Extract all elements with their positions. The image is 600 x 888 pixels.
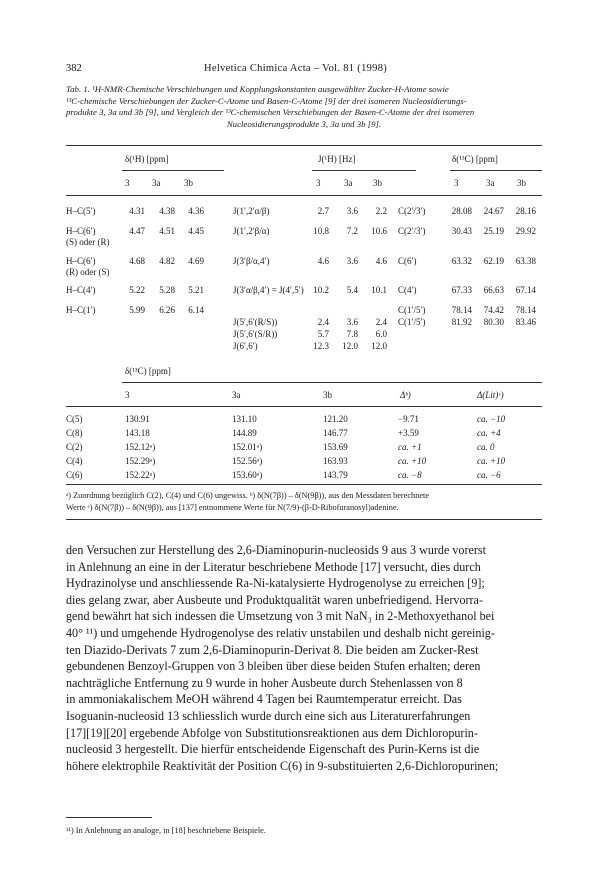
carbon-label: C(2′/3′) bbox=[398, 226, 426, 236]
table-end-rule bbox=[66, 519, 542, 520]
table-caption bbox=[66, 84, 542, 130]
carbon-label: C(1′/5′) bbox=[398, 305, 426, 315]
page-number: 382 bbox=[66, 63, 82, 74]
table-cell: 143.18 bbox=[125, 428, 150, 438]
table-cell: 144.89 bbox=[232, 428, 257, 438]
body-line: den Versuchen zur Herstellung des 2,6-Diaminopurin-nucleosids 9 aus 3 wurde vorerst bbox=[66, 543, 486, 557]
table-cell: 5.21 bbox=[188, 285, 204, 295]
table-cell: 12.0 bbox=[342, 341, 358, 351]
body-line: in Anlehnung an eine in der Literatur beschriebene Methode [17] versucht, dies durch bbox=[66, 559, 481, 574]
row-label: C(4) bbox=[66, 456, 83, 466]
table-cell: 4.51 bbox=[159, 226, 175, 236]
table-cell: 12.3 bbox=[313, 341, 329, 351]
table-header-rule bbox=[66, 195, 542, 196]
table-cell: 74.42 bbox=[483, 305, 504, 315]
table-cell: 83.46 bbox=[515, 317, 536, 327]
table2-header-rule bbox=[66, 406, 542, 407]
table-cell: 29.92 bbox=[515, 226, 536, 236]
table-cell: 2.7 bbox=[317, 206, 329, 216]
column-header: Δ(Lit)ᶜ) bbox=[477, 390, 504, 400]
table-cell: 12.0 bbox=[371, 341, 387, 351]
table-cell: 63.32 bbox=[451, 256, 472, 266]
table-cell: 28.16 bbox=[515, 206, 536, 216]
body-line: nucleosid 3 hergestellt. Die hierfür entscheidende Eigenschaft des Purin-Kerns ist die bbox=[66, 742, 480, 757]
body-line: Isoguanin-nucleosid 13 schliesslich wurde durch eine sich aus Literaturerfahrungen bbox=[66, 708, 471, 723]
table-cell: 146.77 bbox=[323, 428, 348, 438]
table-cell: 2.2 bbox=[375, 206, 387, 216]
journal-header: Helvetica Chimica Acta – Vol. 81 (1998) bbox=[204, 63, 388, 74]
table-cell: 163.93 bbox=[323, 456, 348, 466]
table-cell: ca. 0 bbox=[477, 442, 495, 452]
row-label-sub: (S) oder (R) bbox=[66, 237, 110, 247]
table-cell: 152.01ᵃ) bbox=[232, 442, 263, 452]
carbon-label: C(4′) bbox=[398, 285, 417, 295]
row-label: H–C(1′) bbox=[66, 305, 96, 315]
column-header: 3a bbox=[486, 178, 495, 188]
table-cell: 28.08 bbox=[451, 206, 472, 216]
coupling-label: J(5′,6′(S/R)) bbox=[233, 329, 278, 339]
column-header: 3a bbox=[152, 178, 161, 188]
table-cell: 4.45 bbox=[188, 226, 204, 236]
carbon-label: C(2′/3′) bbox=[398, 206, 426, 216]
body-line: höhere elektrophile Reaktivität der Position C(6) in 9-substituierten 2,6-Dichloropurinen; bbox=[66, 758, 499, 773]
column-header: 3b bbox=[517, 178, 526, 188]
table-cell: 3.6 bbox=[346, 317, 358, 327]
table-cell: 30.43 bbox=[451, 226, 472, 236]
row-label: C(8) bbox=[66, 428, 83, 438]
table-cell: 4.68 bbox=[129, 256, 145, 266]
table-cell: 3.6 bbox=[346, 206, 358, 216]
table-cell: 4.36 bbox=[188, 206, 204, 216]
column-header: 3b bbox=[184, 178, 193, 188]
note-line: ᵃ) Zuordnung bezüglich C(2), C(4) und C(6) ungewiss. ᵇ) δ(N(7β)) – δ(N(9β)), aus den Messdaten berechnete bbox=[66, 491, 430, 500]
table-cell: ca. −6 bbox=[477, 470, 501, 480]
table-cell: ca. −8 bbox=[398, 470, 422, 480]
table-cell: 10.1 bbox=[371, 285, 387, 295]
table-cell: 131.10 bbox=[232, 414, 257, 424]
table-cell: 5.22 bbox=[129, 285, 145, 295]
caption-line: ¹³C-chemische Verschiebungen der Zucker-C-Atome und Basen-C-Atome [9] der drei isomeren Nucleosidierungs- bbox=[66, 95, 467, 106]
table-cell: 153.60ᵃ) bbox=[232, 470, 263, 480]
table-cell: 2.4 bbox=[375, 317, 387, 327]
coupling-label: J(3′α/β,4′) = J(4′,5′) bbox=[233, 285, 304, 295]
table-cell: 78.14 bbox=[515, 305, 536, 315]
row-label: H–C(6′) bbox=[66, 256, 96, 266]
table-cell: 4.38 bbox=[159, 206, 175, 216]
body-line: dies gelang zwar, aber Ausbeute und Produktqualität waren unbefriedigend. Hervorra- bbox=[66, 592, 483, 607]
table-cell: 4.47 bbox=[129, 226, 145, 236]
table-cell: 153.69 bbox=[323, 442, 348, 452]
table-cell: 4.6 bbox=[317, 256, 329, 266]
column-header: 3 bbox=[454, 178, 459, 188]
table-cell: 152.22ᵃ) bbox=[125, 470, 156, 480]
table-cell: −9.71 bbox=[398, 414, 419, 424]
group-header-j: J(¹H) [Hz] bbox=[318, 154, 356, 164]
footnote-rule bbox=[66, 817, 152, 818]
table-cell: 4.31 bbox=[129, 206, 145, 216]
column-header: 3 bbox=[316, 178, 321, 188]
table-cell: 63.38 bbox=[515, 256, 536, 266]
table-cell: 6.0 bbox=[375, 329, 387, 339]
body-line: ten Diazido-Derivats 7 zum 2,6-Diaminopurin-Derivat 8. Die beiden am Zucker-Rest bbox=[66, 642, 479, 657]
coupling-label: J(6′,6′) bbox=[233, 341, 258, 351]
column-header: Δᵇ) bbox=[400, 390, 411, 400]
group-header-h: δ(¹H) [ppm] bbox=[125, 154, 169, 164]
table-cell: 78.14 bbox=[451, 305, 472, 315]
group-header-c: δ(¹³C) [ppm] bbox=[452, 154, 498, 164]
table-cell: +3.59 bbox=[398, 428, 419, 438]
table-cell: 6.14 bbox=[188, 305, 204, 315]
table-cell: 2.4 bbox=[317, 317, 329, 327]
table-cell: 6.26 bbox=[159, 305, 175, 315]
table-cell: 81.92 bbox=[451, 317, 472, 327]
table-cell: 24.67 bbox=[483, 206, 504, 216]
table-cell: 67.33 bbox=[451, 285, 472, 295]
table-cell: 10.6 bbox=[371, 226, 387, 236]
table-cell: ca. +10 bbox=[477, 456, 506, 466]
coupling-label: J(1′,2′α/β) bbox=[233, 206, 270, 216]
table-cell: 143.79 bbox=[323, 470, 348, 480]
table-cell: 67.14 bbox=[515, 285, 536, 295]
body-line: 40° ¹¹) und umgehende Hydrogenolyse des relativ unstabilen und deshalb nicht gereinig- bbox=[66, 625, 495, 640]
body-line: nachträgliche Entfernung zu 9 wurde in hoher Ausbeute durch Stehenlassen von 8 bbox=[66, 675, 463, 690]
table-cell: 4.82 bbox=[159, 256, 175, 266]
row-label-sub: (R) oder (S) bbox=[66, 267, 110, 277]
body-line: [17][19][20] ergebende Abfolge von Substitutionsreaktionen aus dem Dichloropurin- bbox=[66, 725, 478, 740]
sub-rule bbox=[450, 170, 542, 171]
table-footnotes bbox=[66, 490, 542, 513]
row-label: H–C(4′) bbox=[66, 285, 96, 295]
note-line: Werte ᶜ) δ(N(7β)) – δ(N(9β)), aus [137] entnommene Werte für N(7/9)-(β-D-Ribofuranosyl)adenine. bbox=[66, 502, 399, 512]
row-label: C(5) bbox=[66, 414, 83, 424]
table-cell: 66.63 bbox=[483, 285, 504, 295]
row-label: H–C(6′) bbox=[66, 226, 96, 236]
table-cell: 80.30 bbox=[483, 317, 504, 327]
table-cell: 7.8 bbox=[346, 329, 358, 339]
caption-line: produkte 3, 3a und 3b [9], und Vergleich der ¹³C-chemischen Verschiebungen der Basen-C-Atome der drei isomeren bbox=[66, 107, 475, 118]
table-cell: 5.99 bbox=[129, 305, 145, 315]
table-cell: 4.6 bbox=[375, 256, 387, 266]
footnote: ¹¹) In Anlehnung an analoge, in [18] beschriebene Beispiele. bbox=[66, 826, 266, 835]
table-cell: 5.7 bbox=[317, 329, 329, 339]
row-label: H–C(5′) bbox=[66, 206, 96, 216]
table-cell: 4.69 bbox=[188, 256, 204, 266]
body-text bbox=[66, 542, 542, 774]
table-cell: 10.2 bbox=[313, 285, 329, 295]
coupling-label: J(3′β/α,4′) bbox=[233, 256, 270, 266]
table-cell: 121.20 bbox=[323, 414, 348, 424]
table-cell: 10.8 bbox=[313, 226, 329, 236]
table-cell: 5.28 bbox=[159, 285, 175, 295]
coupling-label: J(5′,6′(R/S)) bbox=[233, 317, 278, 327]
table-cell: ca. +4 bbox=[477, 428, 501, 438]
carbon-label: C(6′) bbox=[398, 256, 417, 266]
body-line: Hydrazinolyse und anschliessende Ra-Ni-katalysierte Hydrogenolyse zu erreichen [9]; bbox=[66, 576, 485, 591]
column-header: 3a bbox=[344, 178, 353, 188]
table-cell: ca. +10 bbox=[398, 456, 427, 466]
body-line: in ammoniakalischem MeOH während 4 Tagen bei Raumtemperatur erreicht. Das bbox=[66, 692, 462, 707]
column-header: 3b bbox=[323, 390, 332, 400]
column-header: 3 bbox=[125, 178, 130, 188]
caption-line: Nucleosidierungsprodukte 3, 3a und 3b [9]. bbox=[226, 118, 382, 129]
table-bottom-rule bbox=[66, 484, 542, 485]
table-cell: 3.6 bbox=[346, 256, 358, 266]
table-cell: ca. −10 bbox=[477, 414, 506, 424]
sub-rule bbox=[312, 170, 416, 171]
table-cell: 130.91 bbox=[125, 414, 150, 424]
column-header: 3 bbox=[125, 390, 130, 400]
table2-group-header: δ(¹³C) [ppm] bbox=[125, 366, 171, 376]
table-cell: 7.2 bbox=[346, 226, 358, 236]
caption-line: Tab. 1. ¹H-NMR-Chemische Verschiebungen und Kopplungskonstanten ausgewählter Zucker-H-Atome sowie bbox=[66, 84, 449, 94]
table-cell: 62.19 bbox=[483, 256, 504, 266]
body-line: gebundenen Benzoyl-Gruppen von 3 bleiben über diese beiden Stufen erhalten; deren bbox=[66, 659, 481, 674]
column-header: 3a bbox=[232, 390, 241, 400]
sub-rule bbox=[122, 382, 542, 383]
column-header: 3b bbox=[373, 178, 382, 188]
table-top-rule bbox=[66, 145, 542, 146]
row-label: C(2) bbox=[66, 442, 83, 452]
table-cell: 152.29ᵃ) bbox=[125, 456, 156, 466]
carbon-label: C(1′/5′) bbox=[398, 317, 426, 327]
table-cell: 152.56ᵃ) bbox=[232, 456, 263, 466]
table-cell: 5.4 bbox=[346, 285, 358, 295]
table-cell: 152.12ᵃ) bbox=[125, 442, 156, 452]
table-cell: ca. +1 bbox=[398, 442, 422, 452]
row-label: C(6) bbox=[66, 470, 83, 480]
body-line: gend bewährt hat sich indessen die Umsetzung von 3 mit NaN₃ in 2-Methoxyethanol bei bbox=[66, 609, 495, 624]
coupling-label: J(1′,2′β/α) bbox=[233, 226, 270, 236]
sub-rule bbox=[122, 170, 224, 171]
table-cell: 25.19 bbox=[483, 226, 504, 236]
